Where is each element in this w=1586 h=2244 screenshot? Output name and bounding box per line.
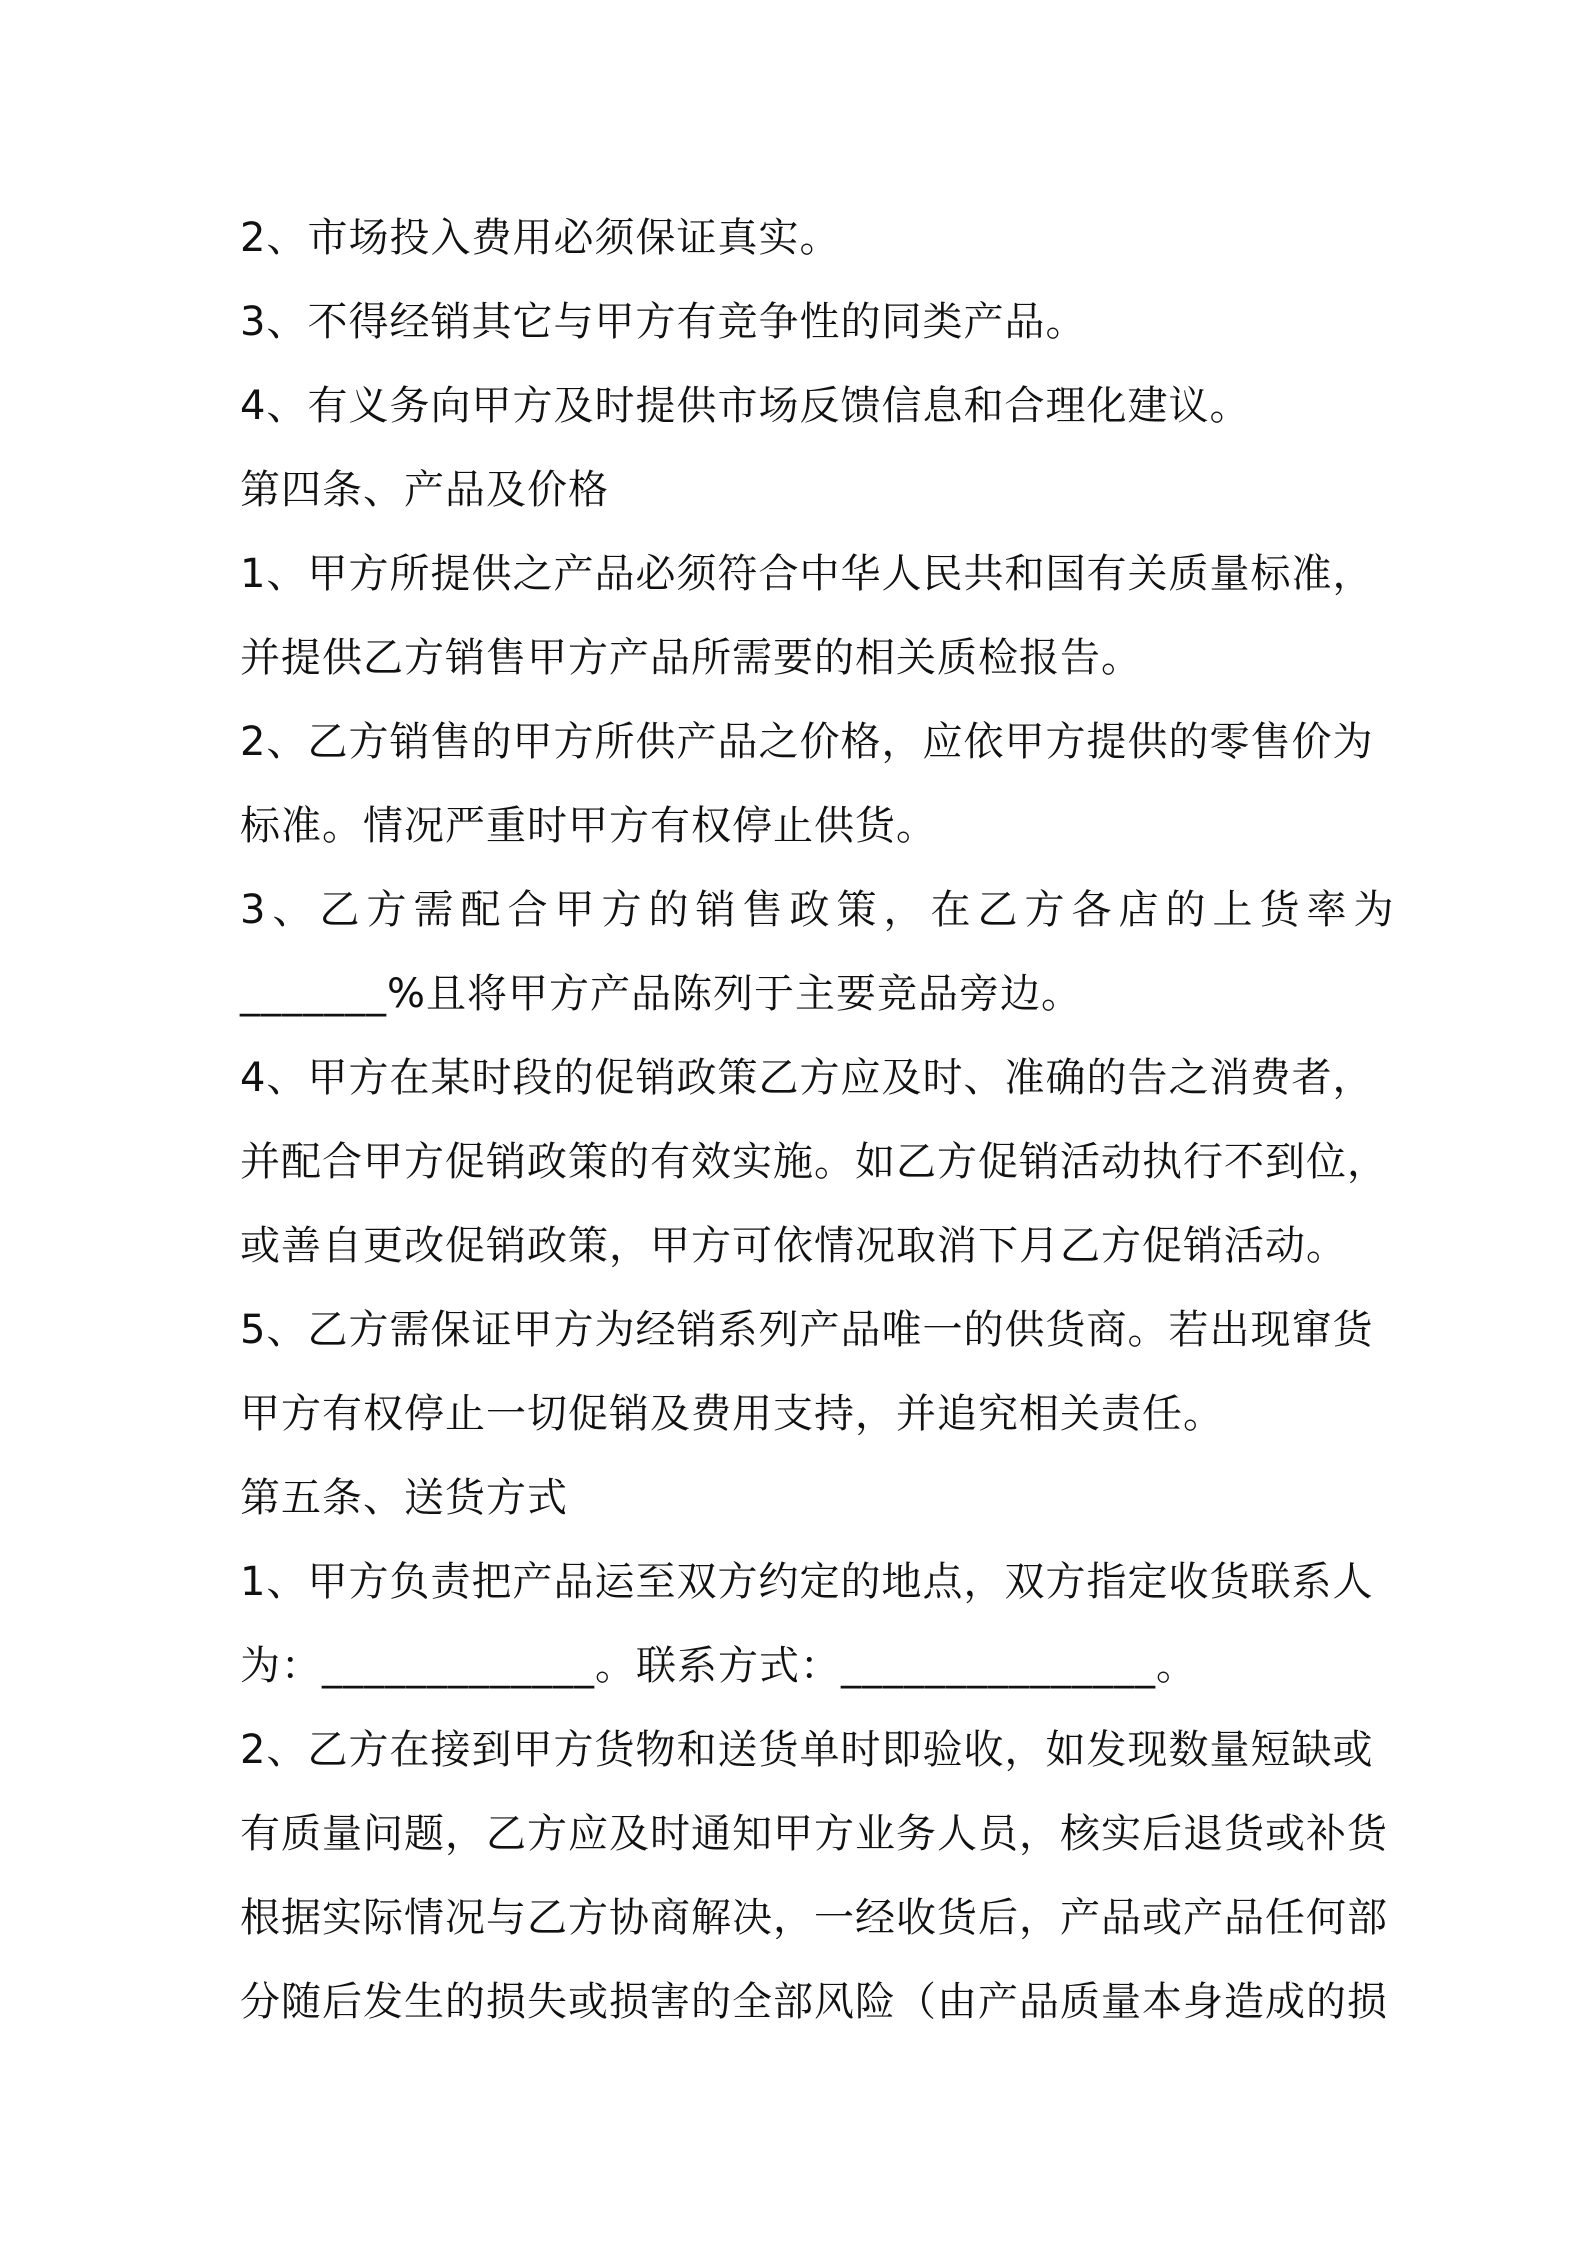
document-body bbox=[240, 196, 1401, 2044]
clause-line: 2、乙方在接到甲方货物和送货单时即验收，如发现数量短缺或 bbox=[240, 1727, 1374, 1773]
clause-line: 4、甲方在某时段的促销政策乙方应及时、准确的告之消费者， bbox=[240, 1055, 1374, 1101]
clause-line: 甲方有权停止一切促销及费用支持，并追究相关责任。 bbox=[240, 1391, 1224, 1437]
clause-line: 1、甲方所提供之产品必须符合中华人民共和国有关质量标准， bbox=[240, 551, 1374, 597]
clause-line: 4、有义务向甲方及时提供市场反馈信息和合理化建议。 bbox=[240, 383, 1251, 429]
clause-line: 并提供乙方销售甲方产品所需要的相关质检报告。 bbox=[240, 635, 1142, 681]
clause-line: _______%且将甲方产品陈列于主要竞品旁边。 bbox=[240, 971, 1083, 1017]
clause-line: 分随后发生的损失或损害的全部风险（由产品质量本身造成的损 bbox=[240, 1979, 1388, 2025]
clause-line: 为：_____________。联系方式：_______________。 bbox=[240, 1643, 1197, 1689]
clause-line: 2、乙方销售的甲方所供产品之价格，应依甲方提供的零售价为 bbox=[240, 719, 1374, 765]
clause-line: 2、市场投入费用必须保证真实。 bbox=[240, 215, 841, 261]
clause-line: 有质量问题，乙方应及时通知甲方业务人员，核实后退货或补货 bbox=[240, 1811, 1388, 1857]
section-heading: 第四条、产品及价格 bbox=[240, 467, 609, 513]
clause-line: 根据实际情况与乙方协商解决，一经收货后，产品或产品任何部 bbox=[240, 1895, 1388, 1941]
clause-line: 3、不得经销其它与甲方有竞争性的同类产品。 bbox=[240, 299, 1087, 345]
clause-line: 3、乙方需配合甲方的销售政策，在乙方各店的上货率为 bbox=[240, 887, 1401, 933]
clause-line: 5、乙方需保证甲方为经销系列产品唯一的供货商。若出现窜货 bbox=[240, 1307, 1374, 1353]
section-heading: 第五条、送货方式 bbox=[240, 1475, 568, 1521]
clause-line: 标准。情况严重时甲方有权停止供货。 bbox=[240, 803, 937, 849]
clause-line: 1、甲方负责把产品运至双方约定的地点，双方指定收货联系人 bbox=[240, 1559, 1374, 1605]
clause-line: 并配合甲方促销政策的有效实施。如乙方促销活动执行不到位， bbox=[240, 1139, 1388, 1185]
clause-line: 或善自更改促销政策，甲方可依情况取消下月乙方促销活动。 bbox=[240, 1223, 1347, 1269]
